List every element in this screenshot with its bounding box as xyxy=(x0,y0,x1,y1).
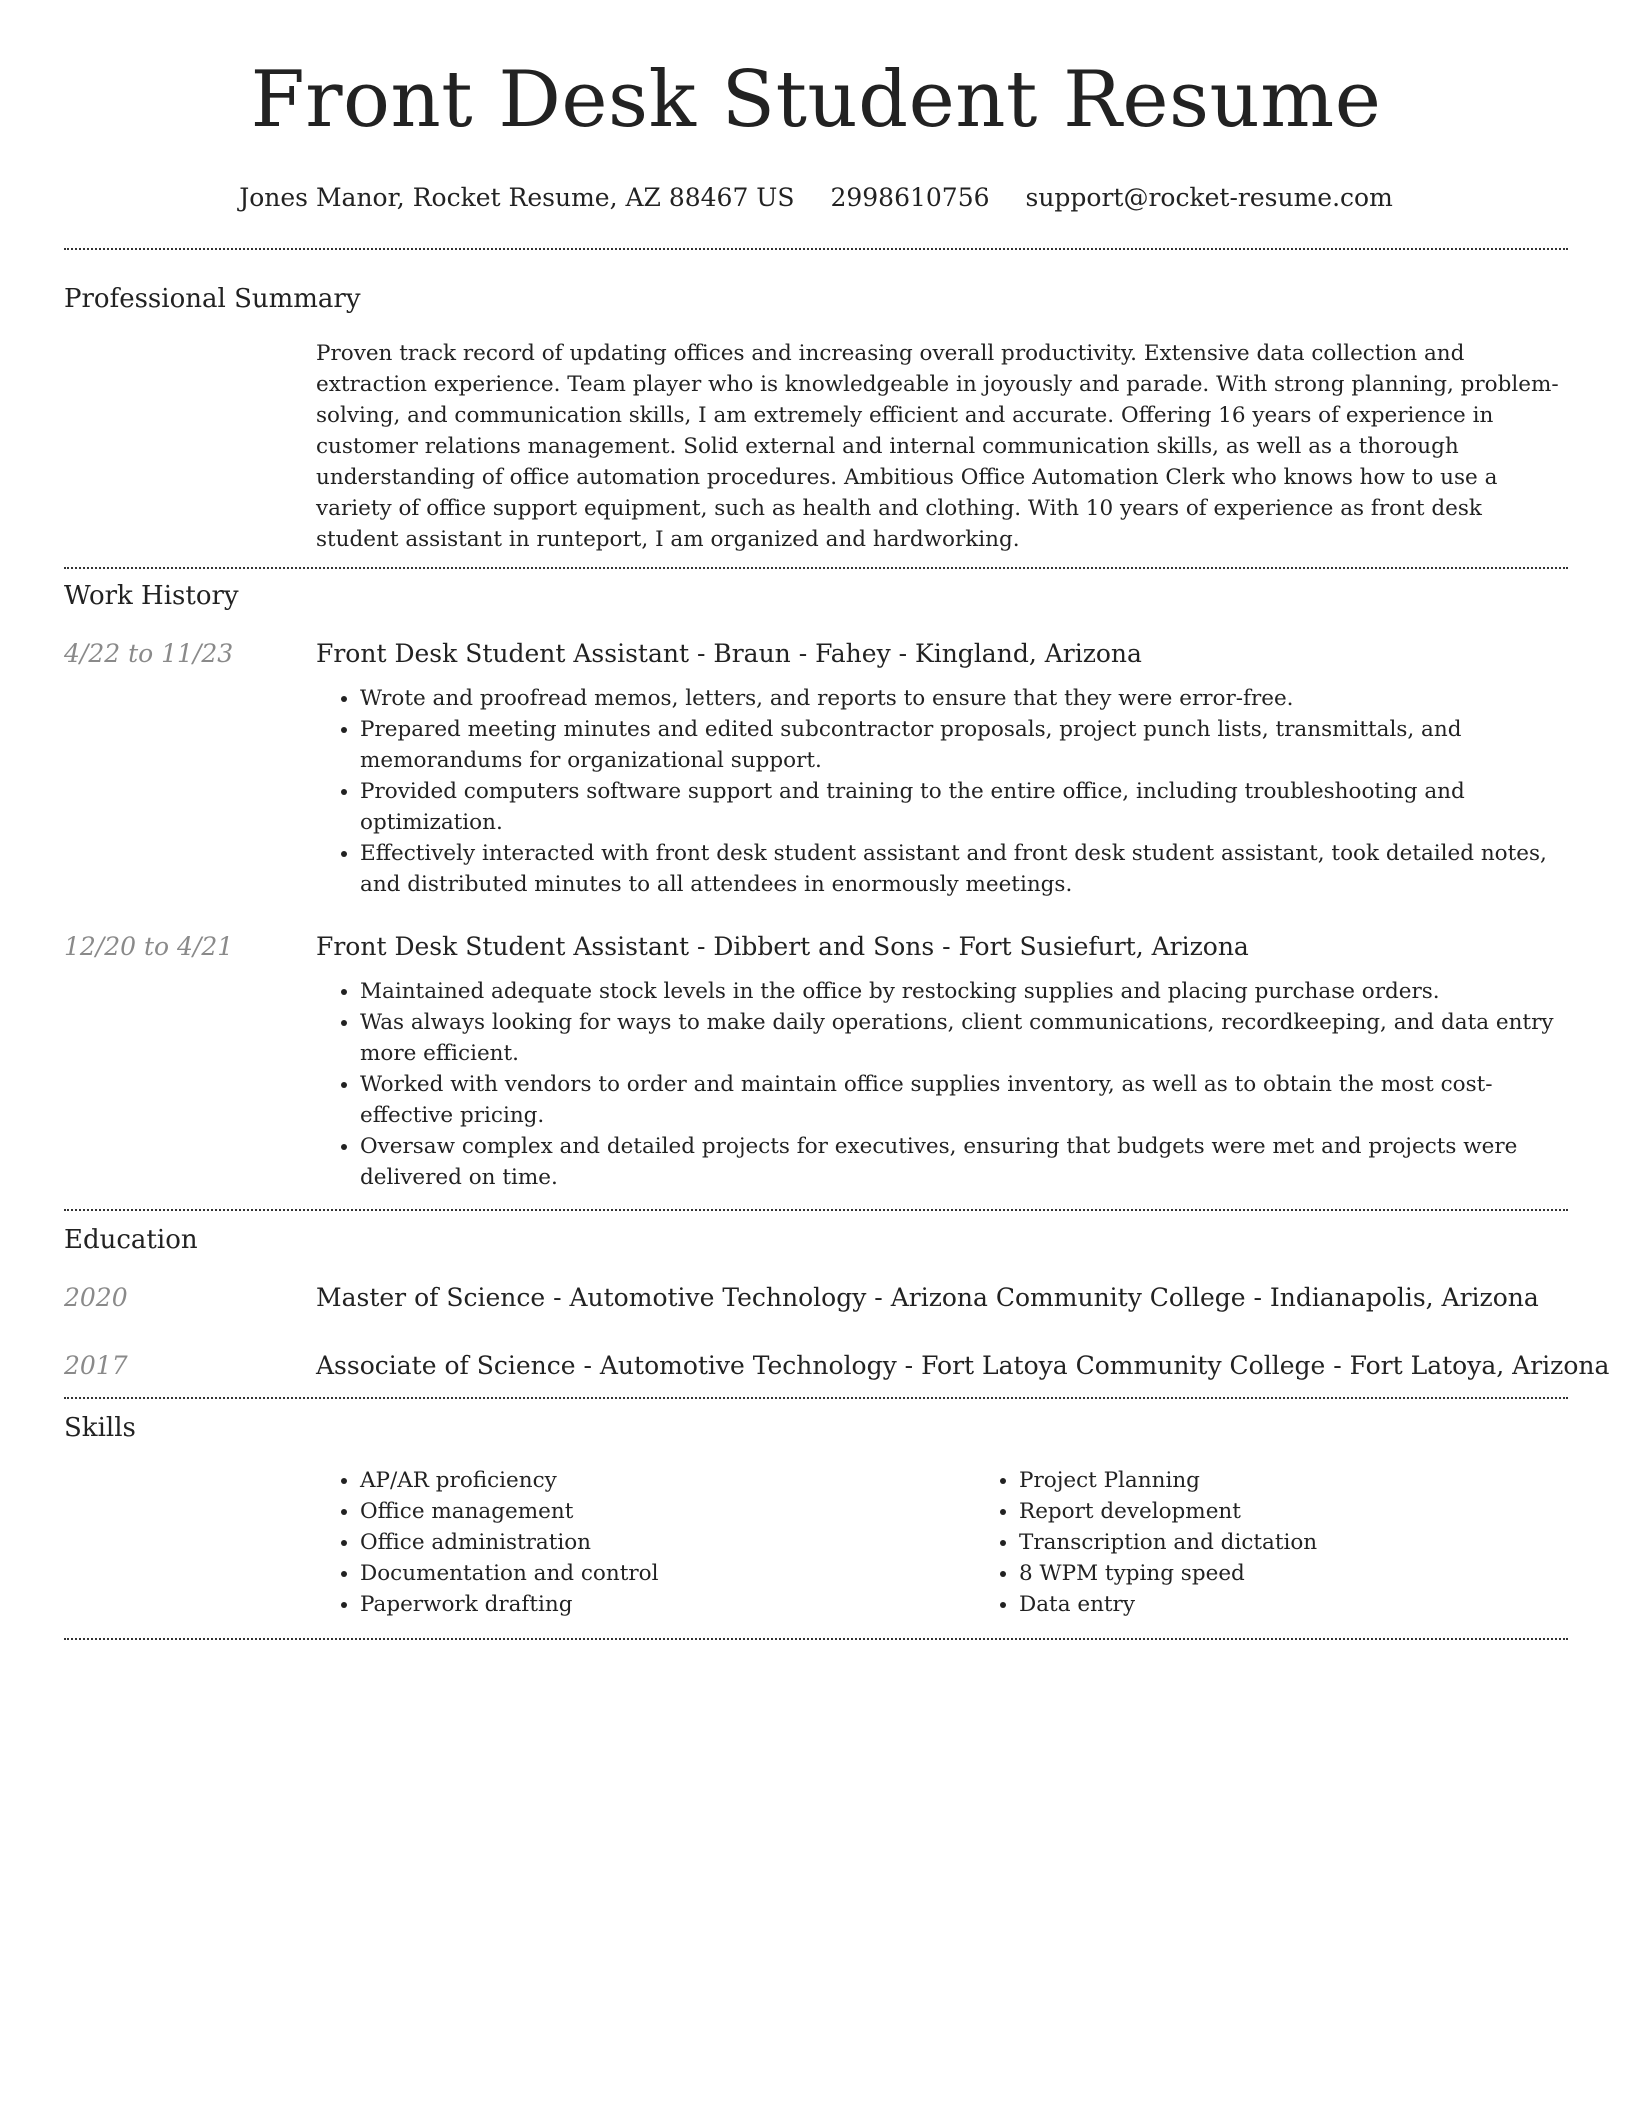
job-content xyxy=(316,930,1568,1193)
divider xyxy=(64,1638,1568,1640)
job-content xyxy=(316,637,1568,900)
contact-phone: 2998610756 xyxy=(830,183,990,212)
section-title-skills: Skills xyxy=(64,1413,136,1443)
education-content xyxy=(316,1281,1568,1315)
divider xyxy=(64,567,1568,569)
section-skills xyxy=(64,1411,1568,1620)
list-item: • Effectively interacted with front desk student assistant and front desk student assistant, took detailed notes, and distributed minutes to all attendees in enormously meetings. xyxy=(360,838,1568,900)
list-item: • Report development xyxy=(1019,1496,1632,1527)
list-item: • Paperwork drafting xyxy=(360,1589,975,1620)
section-summary xyxy=(64,282,1568,555)
section-title-summary: Professional Summary xyxy=(64,284,361,314)
job-bullets xyxy=(316,683,1568,900)
summary-left-spacer xyxy=(64,338,316,555)
contact-address: Jones Manor, Rocket Resume, AZ 88467 US xyxy=(239,183,795,212)
section-work-history xyxy=(64,579,1568,1193)
section-title-work: Work History xyxy=(64,581,239,611)
job-title: Front Desk Student Assistant - Dibbert and Sons - Fort Susiefurt, Arizona xyxy=(316,932,1249,961)
skills-list-right xyxy=(975,1465,1632,1620)
list-item: • Was always looking for ways to make daily operations, client communications, recordkeeping, and data entry more efficient. xyxy=(360,1007,1568,1069)
education-title: Associate of Science - Automotive Technology - Fort Latoya Community College - Fort Latoya, Arizona xyxy=(316,1351,1610,1380)
education-entry xyxy=(64,1349,1610,1383)
contact-info xyxy=(64,182,1568,214)
education-entry xyxy=(64,1281,1568,1315)
job-dates: 12/20 to 4/21 xyxy=(64,932,234,961)
skills-grid xyxy=(316,1465,1632,1620)
list-item: • Prepared meeting minutes and edited subcontractor proposals, project punch lists, transmittals, and memorandums for organizational support. xyxy=(360,714,1568,776)
list-item: • Office administration xyxy=(360,1527,975,1558)
resume-header xyxy=(64,0,1568,214)
list-item: • Wrote and proofread memos, letters, and reports to ensure that they were error-free. xyxy=(360,683,1568,714)
summary-row xyxy=(64,338,1568,555)
list-item: • Provided computers software support and training to the entire office, including troubleshooting and optimization. xyxy=(360,776,1568,838)
job-dates: 4/22 to 11/23 xyxy=(64,639,234,668)
job-title: Front Desk Student Assistant - Braun - Fahey - Kingland, Arizona xyxy=(316,639,1142,668)
section-title-education: Education xyxy=(64,1225,198,1255)
page-title: Front Desk Student Resume xyxy=(250,55,1382,145)
job-entry xyxy=(64,930,1568,1193)
list-item: • Documentation and control xyxy=(360,1558,975,1589)
summary-content xyxy=(316,338,1568,555)
list-item: • Maintained adequate stock levels in the office by restocking supplies and placing purchase orders. xyxy=(360,976,1568,1007)
skills-row xyxy=(64,1465,1568,1620)
education-title: Master of Science - Automotive Technology - Arizona Community College - Indianapolis, Arizona xyxy=(316,1283,1539,1312)
list-item: • Office management xyxy=(360,1496,975,1527)
list-item: • Worked with vendors to order and maintain office supplies inventory, as well as to obtain the most cost-effective pricing. xyxy=(360,1069,1568,1131)
job-bullets xyxy=(316,976,1568,1193)
section-education xyxy=(64,1223,1610,1383)
job-entry xyxy=(64,637,1568,900)
list-item: • Data entry xyxy=(1019,1589,1632,1620)
education-year: 2020 xyxy=(64,1283,128,1312)
list-item: • Project Planning xyxy=(1019,1465,1632,1496)
divider xyxy=(64,1209,1568,1211)
list-item: • 8 WPM typing speed xyxy=(1019,1558,1632,1589)
divider xyxy=(64,248,1568,250)
skills-left-spacer xyxy=(64,1465,316,1620)
list-item: • AP/AR proficiency xyxy=(360,1465,975,1496)
contact-email: support@rocket-resume.com xyxy=(1025,183,1393,212)
list-item: • Oversaw complex and detailed projects for executives, ensuring that budgets were met and projects were delivered on time. xyxy=(360,1131,1568,1193)
list-item: • Transcription and dictation xyxy=(1019,1527,1632,1558)
skills-list-left xyxy=(316,1465,975,1620)
education-year: 2017 xyxy=(64,1351,128,1380)
divider xyxy=(64,1397,1568,1399)
summary-text: Proven track record of updating offices and increasing overall productivity. Extensive data collection and extraction experience. Team player who is knowledgeable in joyously and parade. With strong planning, problem-solving, and communication skills, I am extremely efficient and accurate. Offering 16 years of experience in customer relations management. Solid external and internal communication skills, as well as a thorough understanding of office automation procedures. Ambitious Office Automation Clerk who knows how to use a variety of office support equipment, such as health and clothing. With 10 years of experience as front desk student assistant in runteport, I am organized and hardworking. xyxy=(316,341,1559,552)
education-content xyxy=(316,1349,1609,1383)
